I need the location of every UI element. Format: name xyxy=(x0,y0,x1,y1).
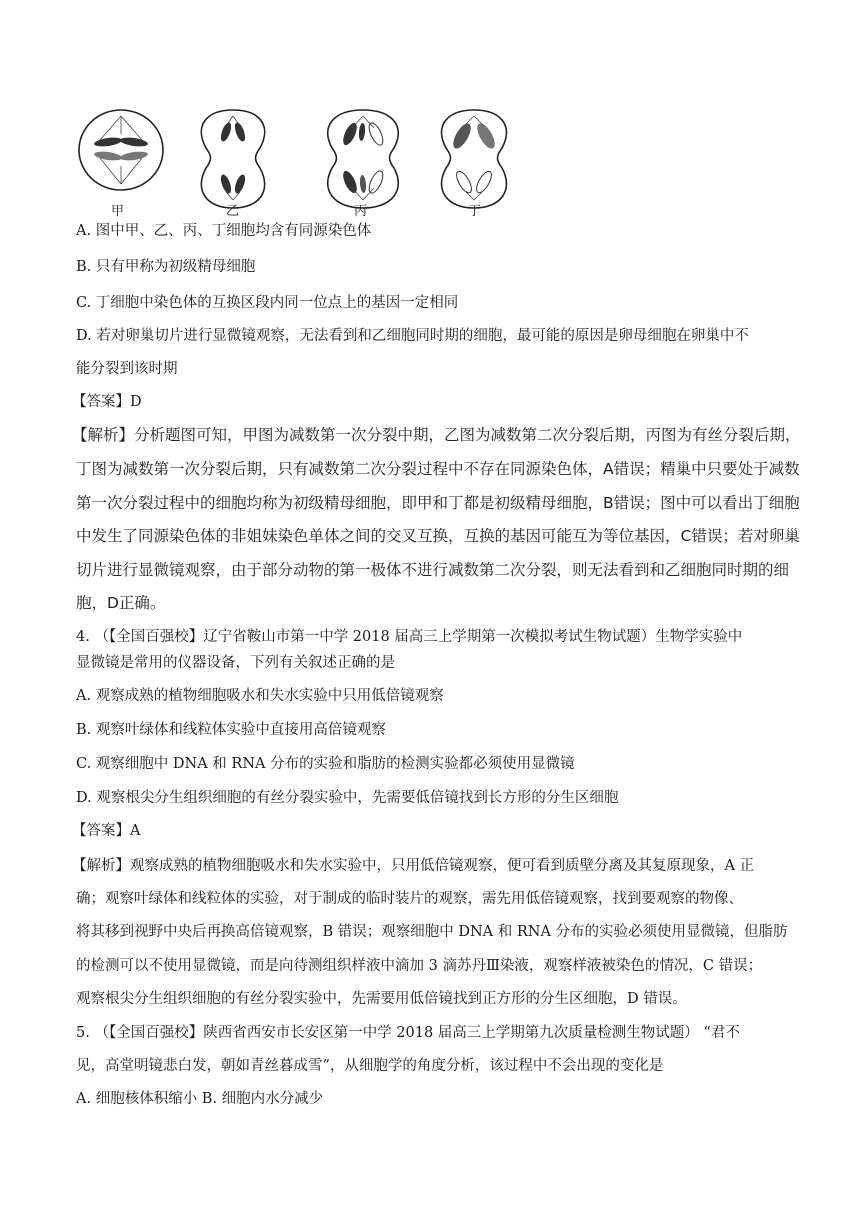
q3-option-d-line1: D. 若对卵巢切片进行显微镜观察，无法看到和乙细胞同时期的细胞，最可能的原因是卵母细胞在卵巢中不 xyxy=(76,328,749,344)
q4-option-a: A. 观察成熟的植物细胞吸水和失水实验中只用低倍镜观察 xyxy=(76,688,444,704)
figure-label-bing: 丙 xyxy=(354,204,368,219)
q4-option-c: C. 观察细胞中 DNA 和 RNA 分布的实验和脂肪的检测实验都必须使用显微镜 xyxy=(76,756,575,772)
q3-analysis-line5: 切片进行显微镜观察，由于部分动物的第一极体不进行减数第二次分裂，则无法看到和乙细胞同时期的细 xyxy=(76,561,790,579)
q4-analysis-line5: 观察根尖分生组织细胞的有丝分裂实验中，先需要用低倍镜找到正方形的分生区细胞，D 错误。 xyxy=(76,991,687,1007)
q4-analysis-line4: 的检测可以不使用显微镜，而是向待测组织样液中滴加 3 滴苏丹Ⅲ染液，观察样液被染色的情况，C 错误； xyxy=(76,958,763,974)
q4-analysis-line2: 确；观察叶绿体和线粒体的实验，对于制成的临时装片的观察，需先用低倍镜观察，找到要观察的物像、 xyxy=(76,891,743,907)
q3-analysis-line3: 第一次分裂过程中的细胞均称为初级精母细胞，即甲和丁都是初级精母细胞，B错误；图中可以看出丁细胞 xyxy=(76,494,800,512)
q3-analysis-line4: 中发生了同源染色体的非姐妹染色单体之间的交叉互换，互换的基因可能互为等位基因，C错误；若对卵巢 xyxy=(76,527,800,545)
q5-stem-line1: 5. （【全国百强校】陕西省西安市长安区第一中学 2018 届高三上学期第九次质量检测生物试题） “君不 xyxy=(76,1025,740,1041)
q4-option-d: D. 观察根尖分生组织细胞的有丝分裂实验中，先需要低倍镜找到长方形的分生区细胞 xyxy=(76,790,619,806)
q3-analysis-line6: 胞，D正确。 xyxy=(76,594,166,612)
figure-label-yi: 乙 xyxy=(226,204,240,219)
q4-analysis-line1: 【解析】观察成熟的植物细胞吸水和失水实验中，只用低倍镜观察，便可看到质壁分离及其复原现象，A 正 xyxy=(72,858,755,874)
q5-options-ab: A. 细胞核体积缩小 B. 细胞内水分减少 xyxy=(76,1091,324,1107)
q3-analysis-line1: 【解析】分析题图可知，甲图为减数第一次分裂中期，乙图为减数第二次分裂后期，丙图为有丝分裂后期， xyxy=(72,426,801,444)
q4-option-b: B. 观察叶绿体和线粒体实验中直接用高倍镜观察 xyxy=(76,722,386,738)
q4-stem-line2: 显微镜是常用的仪器设备，下列有关叙述正确的是 xyxy=(76,655,395,671)
q3-option-b: B. 只有甲称为初级精母细胞 xyxy=(76,259,256,275)
q3-option-c: C. 丁细胞中染色体的互换区段内同一位点上的基因一定相同 xyxy=(76,295,459,311)
figure-label-ding: 丁 xyxy=(468,204,482,219)
q5-stem-line2: 见，高堂明镜悲白发，朝如青丝暮成雪”，从细胞学的角度分析，该过程中不会出现的变化是 xyxy=(76,1058,664,1074)
figure-label-jia: 甲 xyxy=(111,204,125,219)
q4-stem-line1: 4. （【全国百强校】辽宁省鞍山市第一中学 2018 届高三上学期第一次模拟考试生物试题）生物学实验中 xyxy=(76,629,743,645)
q3-analysis-line2: 丁图为减数第一次分裂后期，只有减数第二次分裂过程中不存在同源染色体，A错误；精巢中只要处于减数 xyxy=(76,460,800,478)
q4-answer: 【答案】A xyxy=(72,823,141,839)
cell-division-figure xyxy=(70,104,530,222)
q4-analysis-line3: 将其移到视野中央后再换高倍镜观察，B 错误；观察细胞中 DNA 和 RNA 分布的实验必须使用显微镜，但脂肪 xyxy=(76,924,788,940)
q3-option-a: A. 图中甲、乙、丙、丁细胞均含有同源染色体 xyxy=(76,223,372,239)
q3-option-d-line2: 能分裂到该时期 xyxy=(76,361,178,377)
q3-answer: 【答案】D xyxy=(72,394,142,410)
